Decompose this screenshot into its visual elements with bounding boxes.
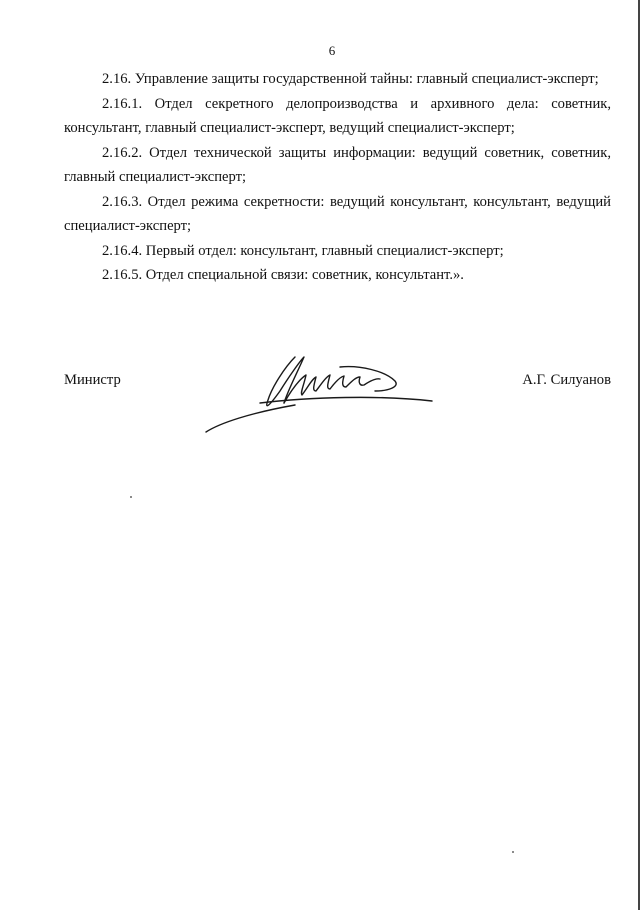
- document-body: [64, 67, 611, 288]
- paragraph-2-16: 2.16. Управление защиты государственной тайны: главный специалист-эксперт;: [102, 71, 599, 87]
- scan-speck: [512, 851, 514, 853]
- handwritten-signature: [200, 345, 440, 440]
- signatory-name: А.Г. Силуанов: [522, 372, 611, 388]
- scan-speck: [130, 496, 132, 498]
- signatory-role: Министр: [64, 372, 121, 388]
- paragraph-2-16-2: 2.16.2. Отдел технической защиты информации: ведущий советник, советник, главный специалист-эксперт;: [64, 144, 611, 185]
- paragraph-2-16-1: 2.16.1. Отдел секретного делопроизводства и архивного дела: советник, консультант, главный специалист-эксперт, ведущий специалист-эксперт;: [64, 95, 611, 136]
- paragraph-2-16-4: 2.16.4. Первый отдел: консультант, главный специалист-эксперт;: [102, 242, 504, 259]
- paragraph-2-16-5: 2.16.5. Отдел специальной связи: советник, консультант.».: [102, 267, 464, 283]
- paragraph-2-16-3: 2.16.3. Отдел режима секретности: ведущий консультант, консультант, ведущий специалист-эксперт;: [64, 193, 611, 234]
- page-number: 6: [328, 43, 336, 58]
